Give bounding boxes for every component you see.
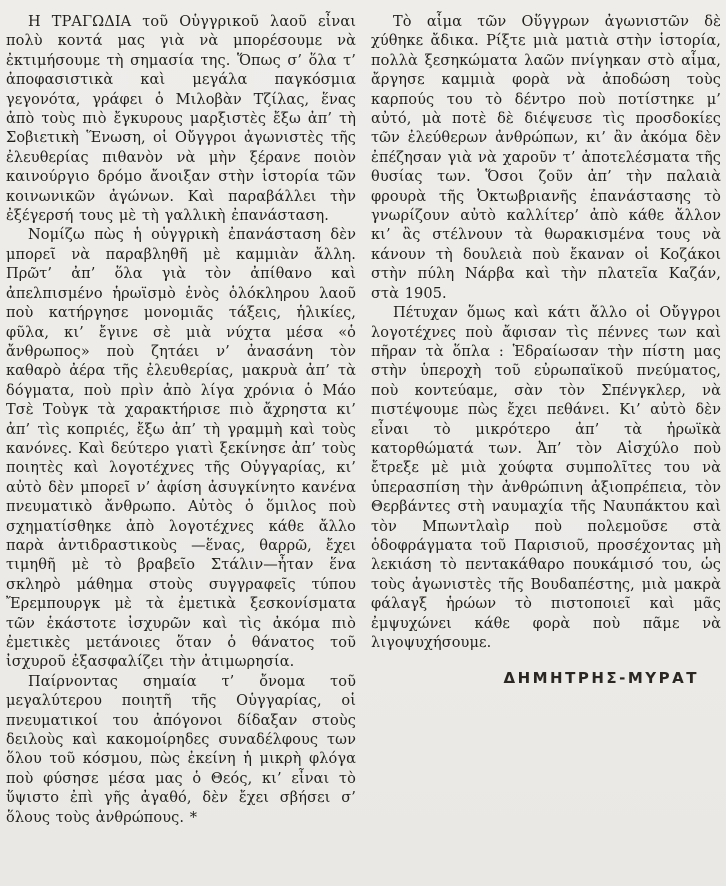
author-byline: ΔΗΜΗΤΡΗΣ-ΜΥΡΑΤ (503, 669, 699, 688)
paragraph-poets-flag: Παίρνοντας σημαία τ’ ὄνομα τοῦ μεγαλύτερου ποιητῆ τῆς Οὑγγαρίας, οἱ πνευματικοί του ἀπόγονοι δίδαξαν στοὺς δειλοὺς καὶ κακομοίρηδες συναδέλφους των ὅλου τοῦ κόσμου, πὼς ἐκείνη ἡ μικρὴ φλόγα ποὺ φύσησε μέσα μας ὁ Θεός, κι’ εἶναι τὸ ὕψιστο ἐπὶ γῆς ἀγαθό, δὲν ἔχει σβήσει σ’ ὅλους τοὺς ἀνθρώπους. * (6, 673, 356, 826)
paragraph-blood-not-in-vain: Τὸ αἷμα τῶν Οὕγγρων ἀγωνιστῶν δὲ χύθηκε ἄδικα. Ρίξτε μιὰ ματιὰ στὴν ἱστορία, πολλὰ ξεσηκώματα λαῶν πνίγηκαν στὸ αἷμα, ἄργησε καμμιὰ φορὰ νὰ ἀποδώση τοὺς καρπούς του τὸ δέντρο ποὺ ποτίστηκε μ’ αὐτό, μὰ ποτὲ δὲ διέψευσε τὶς προσδοκίες τῶν ἐλεύθερων ἀνθρώπων, κι’ ἂν ἀκόμα δὲν ἐπέζησαν γιὰ νὰ χαροῦν τ’ ἀποτελέσματα τῆς θυσίας των. Ὅσοι ζοῦν ἀπ’ τὴν παλαιὰ φρουρὰ τῆς Ὀκτωβριανῆς ἐπανάστασης τὸ γνωρίζουν αὐτὸ καλλίτερ’ ἀπὸ κάθε ἄλλον κι’ ἂς στέλνουν τὰ θωρακισμένα τους νὰ κάνουν τὴ δουλειὰ ποὺ ἔκαναν οἱ Κοζάκοι στὴν πύλη Νάρβα καὶ τὴν πλατεῖα Καζάν, στὰ 1905. (371, 14, 721, 302)
paragraph-european-spirit: Πέτυχαν ὅμως καὶ κάτι ἄλλο οἱ Οὔγγροι λογοτέχνες ποὺ ἄφισαν τὶς πέννες των καὶ πῆραν τὰ ὅπλα : Ἑδραίωσαν τὴν πίστη μας στὴν ὑπεροχὴ τοῦ εὐρωπαϊκοῦ πνεύματος, ποὺ κοντεύαμε, σὰν τὸν Σπένγκλερ, νὰ πιστέψουμε πὼς ἔχει πεθάνει. Κι’ αὐτὸ δὲν εἶναι τὸ μικρότερο ἀπ’ τὰ ἡρωϊκὰ κατορθώματά των. Ἀπ’ τὸν Αἰσχύλο ποὺ ἔτρεξε μὲ μιὰ χούφτα συμπολῖτες του νὰ ὑπερασπίση τὴν ἀνθρώπινη ἀξιοπρέπεια, τὸν Θερβάντες στὴ ναυμαχία τῆς Ναυπάκτου καὶ τὸν Μπωντλαὶρ ποὺ πολεμοῦσε στὰ ὁδοφράγματα τοῦ Παρισιοῦ, προσέχοντας μὴ λεκιάση τὸ πεντακάθαρο πουκάμισό του, ὡς τοὺς ἀγωνιστὲς τῆς Βουδαπέστης, μιὰ μακρὰ φάλαγξ ἡρώων τὸ πιστοποιεῖ καὶ μᾶς ἐμψυχώνει κάθε φορὰ ποὺ πᾶμε νὰ λιγοψυχήσουμε. (371, 305, 721, 651)
article-column-left (6, 13, 356, 828)
article-column-right (371, 13, 721, 689)
paragraph-revolution-comparison: Νομίζω πὼς ἡ οὑγγρικὴ ἐπανάσταση δὲν μπορεῖ νὰ παραβληθῆ μὲ καμμιὰν ἄλλη. Πρῶτ’ ἀπ’ ὅλα γιὰ τὸν ἀπίθανο καὶ ἀπελπισμένο ἡρωϊσμὸ ἑνὸς ὁλόκληρου λαοῦ ποὺ κατήργησε μονομιᾶς τάξεις, ἡλικίες, φῦλα, κι’ ἔγινε σὲ μιὰ νύχτα μέσα «ὁ ἄνθρωπος» ποὺ ζητάει ν’ ἀνασάνη τὸν καθαρὸ ἀέρα τῆς ἐλευθερίας, μακρυὰ ἀπ’ τὰ δόγματα, ποὺ πρὶν ἀπὸ λίγα χρόνια ὁ Μάο Τσὲ Τοὺγκ τὰ χαρακτήρισε πιὸ ἄχρηστα κι’ ἀπ’ τὶς κοπριές, ἔξω ἀπ’ τὴ γραμμὴ καὶ τοὺς κανόνες. Καὶ δεύτερο γιατὶ ξεκίνησε ἀπ’ τοὺς ποιητὲς καὶ λογοτέχνες τῆς Οὑγγαρίας, κι’ αὐτὸ δὲν μπορεῖ ν’ ἀφίση ἀσυγκίνητο κανένα πνευματικὸ ἄνθρωπο. Αὐτὸς ὁ ὅμιλος ποὺ σχηματίσθηκε ἀπὸ λογοτέχνες κάθε ἄλλο παρὰ ἀντιδραστικοὺς —ἕνας, θαρρῶ, ἔχει τιμηθῆ μὲ τὸ βραβεῖο Στάλιν—ἦταν ἕνα σκληρὸ μάθημα στοὺς συγγραφεῖς τύπου Ἔρεμπουργκ μὲ τὰ ἐμετικὰ ξεσκονίσματα τῶν ἑκάστοτε ἰσχυρῶν καὶ τὶς ἀκόμα πιὸ ἐμετικὲς μετάνοιες ὅταν ὁ θάνατος τοῦ ἰσχυροῦ ἐξασφαλίζει τὴν ἀτιμωρησία. (6, 227, 356, 671)
paragraph-tragedy-intro: Η ΤΡΑΓΩΔΙΑ τοῦ Οὑγγρικοῦ λαοῦ εἶναι πολὺ κοντά μας γιὰ νὰ μπορέσουμε νὰ ἐκτιμήσουμε τὴ σημασία της. Ὅπως σ’ ὅλα τ’ ἀποφασιστικὰ καὶ μεγάλα παγκόσμια γεγονότα, γράφει ὁ Μιλοβὰν Τζίλας, ἕνας ἀπὸ τοὺς πιὸ ἔγκυρους μαρξιστὲς ἔξω ἀπ’ τὴ Σοβιετικὴ Ἕνωση, οἱ Οὔγγροι ἀγωνιστὲς τῆς ἐλευθερίας πιθανὸν νὰ μὴν ξέρανε ποιὸν καινούργιο δρόμο ἄνοιξαν στὴν ἱστορία τῶν κοινωνικῶν ἀγώνων. Καὶ παραβάλλει τὴν ἐξέγερσή τους μὲ τὴ γαλλικὴ ἐπανάσταση. (6, 14, 356, 225)
